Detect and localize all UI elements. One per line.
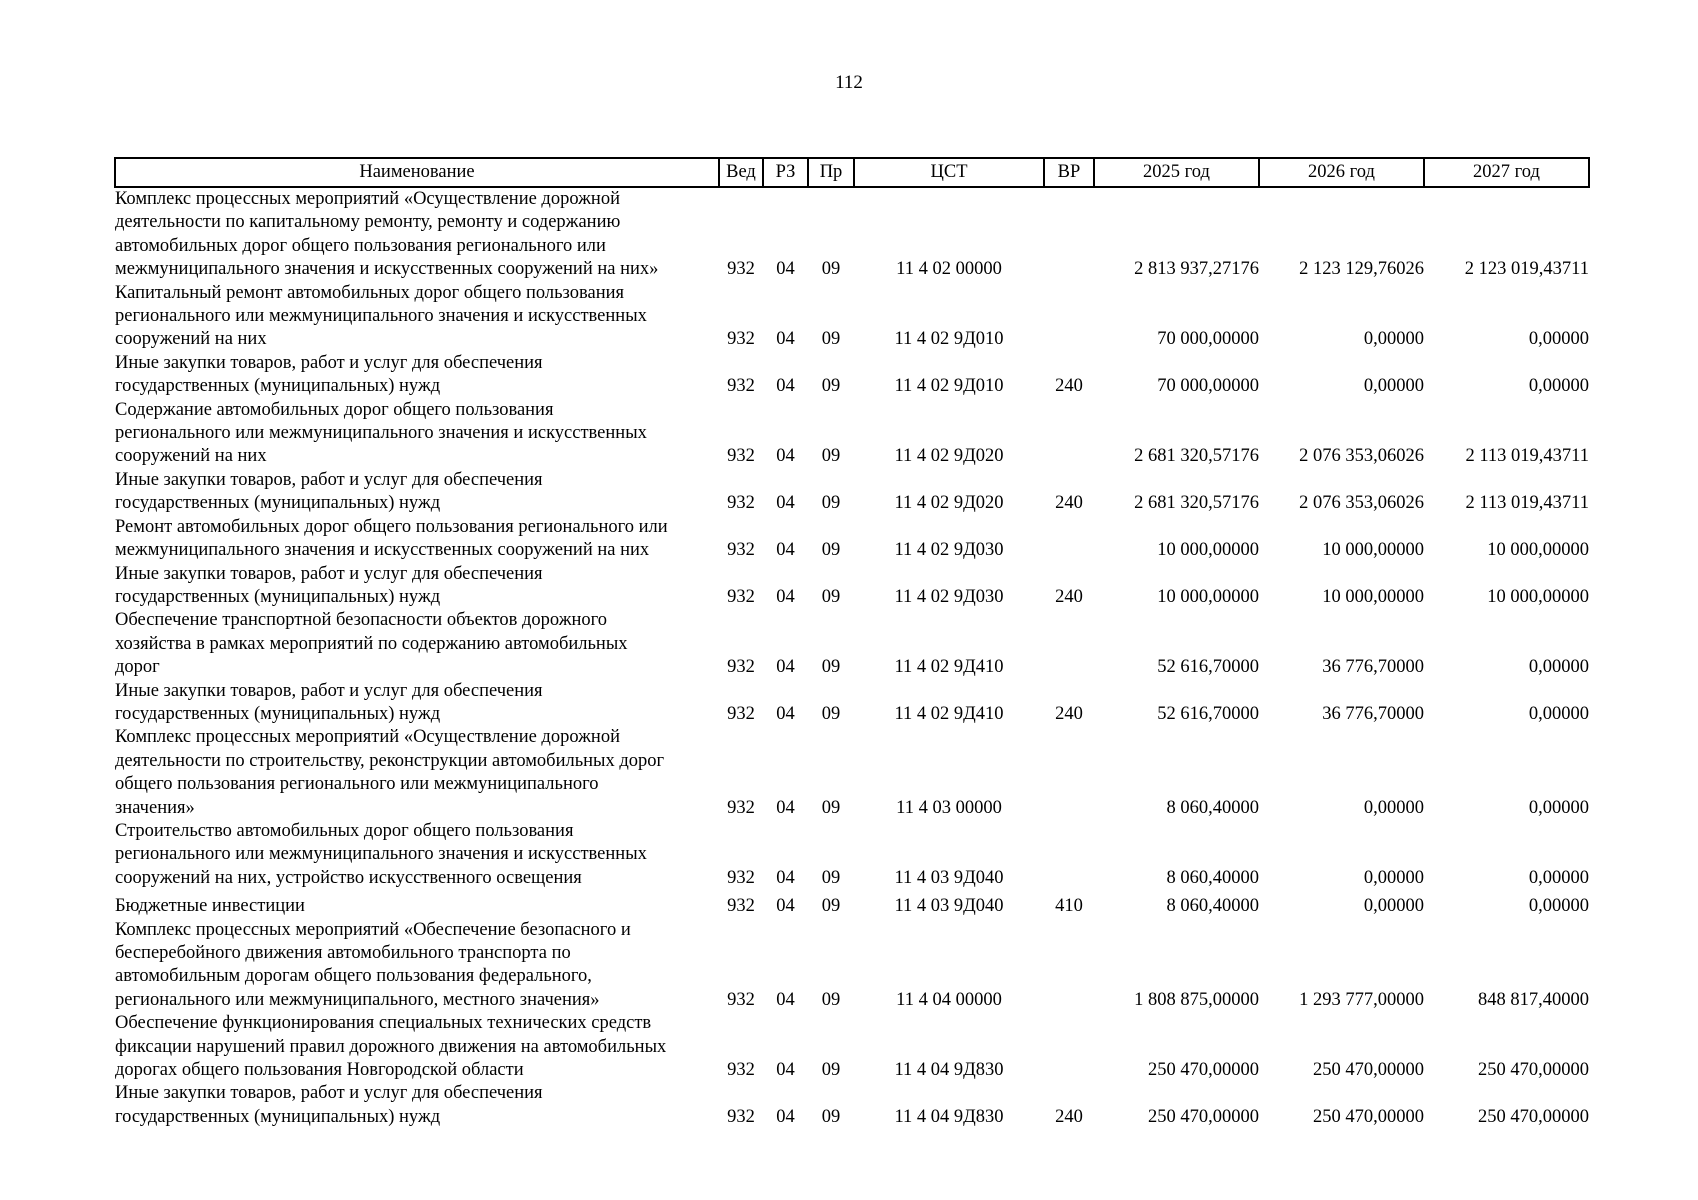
cell-2027: 0,00000 <box>1528 703 1589 724</box>
cell-name: Иные закупки товаров, работ и услуг для обеспечения государственных (муниципальных) нужд <box>115 563 543 607</box>
cell-vr: 240 <box>1055 586 1083 607</box>
cell-rz: 04 <box>776 376 795 397</box>
table-row <box>115 399 1589 469</box>
cell-cst: 11 4 02 00000 <box>896 259 1002 280</box>
cell-vr <box>1044 516 1094 563</box>
cell-name: Комплекс процессных мероприятий «Осуществление дорожной деятельности по строительству, реконструкции автомобильных дорог общего пользования регионального или межмуниципального значения» <box>115 727 665 818</box>
cell-ved: 932 <box>727 703 755 724</box>
cell-2026: 2 123 129,76026 <box>1299 259 1424 280</box>
cell-2025: 52 616,70000 <box>1157 703 1259 724</box>
cell-2025: 10 000,00000 <box>1157 586 1259 607</box>
cell-cst: 11 4 04 9Д830 <box>894 1106 1004 1127</box>
cell-pr: 09 <box>821 867 841 888</box>
cell-2026: 10 000,00000 <box>1322 586 1424 607</box>
cell-2027: 0,00000 <box>1528 797 1589 818</box>
cell-vr <box>1044 919 1094 1013</box>
cell-pr: 09 <box>821 446 841 467</box>
column-header-rz: РЗ <box>763 158 808 187</box>
cell-cst: 11 4 02 9Д020 <box>894 493 1004 514</box>
cell-ved: 932 <box>727 259 755 280</box>
cell-vr <box>1044 726 1094 820</box>
cell-cst: 11 4 04 00000 <box>896 989 1002 1010</box>
cell-vr <box>1044 820 1094 890</box>
cell-cst: 11 4 02 9Д030 <box>894 540 1004 561</box>
table-row <box>115 352 1589 399</box>
cell-ved: 932 <box>727 540 755 561</box>
cell-pr: 09 <box>821 1060 841 1081</box>
cell-pr: 09 <box>821 493 841 514</box>
cell-2025: 8 060,40000 <box>1166 896 1259 917</box>
cell-2027: 250 470,00000 <box>1478 1106 1589 1127</box>
cell-2026: 36 776,70000 <box>1322 703 1424 724</box>
cell-ved: 932 <box>727 329 755 350</box>
cell-2027: 0,00000 <box>1528 867 1589 888</box>
cell-name: Содержание автомобильных дорог общего пользования регионального или межмуниципального значения и искусственных сооружений на них <box>115 399 647 467</box>
cell-rz: 04 <box>776 446 795 467</box>
cell-2027: 848 817,40000 <box>1478 989 1589 1010</box>
cell-2026: 2 076 353,06026 <box>1299 493 1424 514</box>
cell-name: Обеспечение транспортной безопасности объектов дорожного хозяйства в рамках мероприятий по содержанию автомобильных дорог <box>115 610 628 678</box>
cell-2025: 2 813 937,27176 <box>1134 259 1259 280</box>
cell-rz: 04 <box>776 797 795 818</box>
cell-vr: 240 <box>1055 493 1083 514</box>
cell-vr <box>1044 1012 1094 1082</box>
header-row <box>115 158 1589 187</box>
cell-pr: 09 <box>821 329 841 350</box>
cell-2027: 2 113 019,43711 <box>1465 446 1589 467</box>
cell-cst: 11 4 02 9Д030 <box>894 586 1004 607</box>
table-row <box>115 680 1589 727</box>
column-header-2027: 2027 год <box>1424 158 1589 187</box>
table-row <box>115 469 1589 516</box>
cell-2025: 2 681 320,57176 <box>1134 446 1259 467</box>
cell-2025: 52 616,70000 <box>1157 657 1259 678</box>
cell-vr <box>1044 282 1094 352</box>
table-body <box>115 187 1589 1129</box>
cell-ved: 932 <box>727 797 755 818</box>
cell-2025: 2 681 320,57176 <box>1134 493 1259 514</box>
cell-ved: 932 <box>727 896 755 917</box>
cell-vr <box>1044 399 1094 469</box>
cell-name: Капитальный ремонт автомобильных дорог общего пользования регионального или межмуниципального значения и искусственных сооружений на них <box>115 282 647 350</box>
cell-ved: 932 <box>727 376 755 397</box>
table-row <box>115 1082 1589 1129</box>
cell-2025: 250 470,00000 <box>1148 1106 1259 1127</box>
cell-cst: 11 4 02 9Д410 <box>894 657 1004 678</box>
cell-pr: 09 <box>821 797 841 818</box>
cell-2027: 10 000,00000 <box>1487 540 1589 561</box>
cell-2025: 70 000,00000 <box>1157 376 1259 397</box>
cell-2027: 0,00000 <box>1528 376 1589 397</box>
cell-pr: 09 <box>821 896 841 917</box>
cell-2026: 36 776,70000 <box>1322 657 1424 678</box>
cell-cst: 11 4 02 9Д020 <box>894 446 1004 467</box>
cell-2025: 10 000,00000 <box>1157 540 1259 561</box>
cell-2027: 0,00000 <box>1528 896 1589 917</box>
table-row <box>115 563 1589 610</box>
column-header-2025: 2025 год <box>1094 158 1259 187</box>
cell-2026: 10 000,00000 <box>1322 540 1424 561</box>
cell-2026: 0,00000 <box>1363 797 1424 818</box>
cell-rz: 04 <box>776 1106 795 1127</box>
cell-cst: 11 4 03 9Д040 <box>894 896 1004 917</box>
cell-2026: 0,00000 <box>1363 329 1424 350</box>
cell-name: Бюджетные инвестиции <box>115 896 305 917</box>
cell-pr: 09 <box>821 376 841 397</box>
cell-rz: 04 <box>776 867 795 888</box>
cell-ved: 932 <box>727 657 755 678</box>
cell-name: Обеспечение функционирования специальных технических средств фиксации нарушений правил дорожного движения на автомобильных дорогах общего пользования Новгородской области <box>115 1013 667 1081</box>
cell-cst: 11 4 02 9Д410 <box>894 703 1004 724</box>
cell-rz: 04 <box>776 657 795 678</box>
cell-pr: 09 <box>821 703 841 724</box>
cell-rz: 04 <box>776 540 795 561</box>
cell-ved: 932 <box>727 989 755 1010</box>
table-row <box>115 726 1589 820</box>
cell-name: Строительство автомобильных дорог общего пользования регионального или межмуниципального значения и искусственных сооружений на них, устройство искусственного освещения <box>115 820 647 888</box>
cell-pr: 09 <box>821 540 841 561</box>
cell-ved: 932 <box>727 867 755 888</box>
cell-pr: 09 <box>821 1106 841 1127</box>
cell-2027: 2 113 019,43711 <box>1465 493 1589 514</box>
cell-cst: 11 4 02 9Д010 <box>894 376 1004 397</box>
cell-rz: 04 <box>776 989 795 1010</box>
cell-2027: 10 000,00000 <box>1487 586 1589 607</box>
cell-vr: 240 <box>1055 376 1083 397</box>
cell-2025: 8 060,40000 <box>1166 867 1259 888</box>
cell-2026: 0,00000 <box>1363 376 1424 397</box>
cell-2026: 0,00000 <box>1363 896 1424 917</box>
cell-ved: 932 <box>727 493 755 514</box>
cell-2027: 0,00000 <box>1528 657 1589 678</box>
cell-pr: 09 <box>821 259 841 280</box>
cell-name: Иные закупки товаров, работ и услуг для обеспечения государственных (муниципальных) нужд <box>115 352 543 397</box>
cell-name: Иные закупки товаров, работ и услуг для обеспечения государственных (муниципальных) нужд <box>115 680 543 724</box>
cell-cst: 11 4 03 00000 <box>896 797 1002 818</box>
page-number: 112 <box>835 72 863 93</box>
cell-2025: 1 808 875,00000 <box>1134 989 1259 1010</box>
cell-2027: 2 123 019,43711 <box>1464 259 1589 280</box>
cell-ved: 932 <box>727 1106 755 1127</box>
cell-pr: 09 <box>821 586 841 607</box>
cell-2025: 250 470,00000 <box>1148 1060 1259 1081</box>
cell-2026: 250 470,00000 <box>1313 1106 1424 1127</box>
cell-rz: 04 <box>776 259 795 280</box>
column-header-name: Наименование <box>115 158 719 187</box>
cell-cst: 11 4 04 9Д830 <box>894 1060 1004 1081</box>
cell-2025: 8 060,40000 <box>1166 797 1259 818</box>
cell-pr: 09 <box>821 657 841 678</box>
cell-vr: 240 <box>1055 1106 1083 1127</box>
cell-2027: 250 470,00000 <box>1478 1060 1589 1081</box>
cell-pr: 09 <box>821 989 841 1010</box>
cell-rz: 04 <box>776 493 795 514</box>
table-row <box>115 890 1589 918</box>
cell-name: Ремонт автомобильных дорог общего пользования регионального или межмуниципального значения и искусственных сооружений на них <box>115 516 668 561</box>
cell-2026: 250 470,00000 <box>1313 1060 1424 1081</box>
cell-2027: 0,00000 <box>1528 329 1589 350</box>
table-header <box>115 158 1589 187</box>
column-header-pr: Пр <box>808 158 854 187</box>
cell-rz: 04 <box>776 703 795 724</box>
table-row <box>115 187 1589 282</box>
table-row <box>115 609 1589 679</box>
cell-ved: 932 <box>727 446 755 467</box>
cell-vr: 240 <box>1055 703 1083 724</box>
cell-rz: 04 <box>776 896 795 917</box>
table-row <box>115 516 1589 563</box>
cell-name: Комплекс процессных мероприятий «Осуществление дорожной деятельности по капитальному ремонту, ремонту и содержанию автомобильных дорог общего пользования регионального или межмуниципального значения и искусственных сооружений на них» <box>115 189 659 280</box>
table-row <box>115 282 1589 352</box>
cell-rz: 04 <box>776 1060 795 1081</box>
cell-ved: 932 <box>727 586 755 607</box>
cell-2026: 2 076 353,06026 <box>1299 446 1424 467</box>
table-row <box>115 1012 1589 1082</box>
column-header-ved: Вед <box>719 158 763 187</box>
budget-table <box>114 157 1590 1129</box>
cell-2025: 70 000,00000 <box>1157 329 1259 350</box>
table-row <box>115 919 1589 1013</box>
column-header-2026: 2026 год <box>1259 158 1424 187</box>
cell-cst: 11 4 02 9Д010 <box>894 329 1004 350</box>
cell-name: Комплекс процессных мероприятий «Обеспечение безопасного и бесперебойного движения автомобильного транспорта по автомобильным дорогам общего пользования федерального, регионального или межмуниципального, местного значения» <box>115 919 631 1010</box>
cell-name: Иные закупки товаров, работ и услуг для обеспечения государственных (муниципальных) нужд <box>115 469 543 514</box>
cell-name: Иные закупки товаров, работ и услуг для обеспечения государственных (муниципальных) нужд <box>115 1083 543 1127</box>
cell-2026: 0,00000 <box>1363 867 1424 888</box>
column-header-vr: ВР <box>1044 158 1094 187</box>
cell-rz: 04 <box>776 329 795 350</box>
cell-2026: 1 293 777,00000 <box>1299 989 1424 1010</box>
column-header-cst: ЦСТ <box>854 158 1044 187</box>
cell-rz: 04 <box>776 586 795 607</box>
cell-vr <box>1044 187 1094 282</box>
cell-cst: 11 4 03 9Д040 <box>894 867 1004 888</box>
cell-ved: 932 <box>727 1060 755 1081</box>
cell-vr <box>1044 609 1094 679</box>
cell-vr: 410 <box>1055 896 1083 917</box>
table-row <box>115 820 1589 890</box>
